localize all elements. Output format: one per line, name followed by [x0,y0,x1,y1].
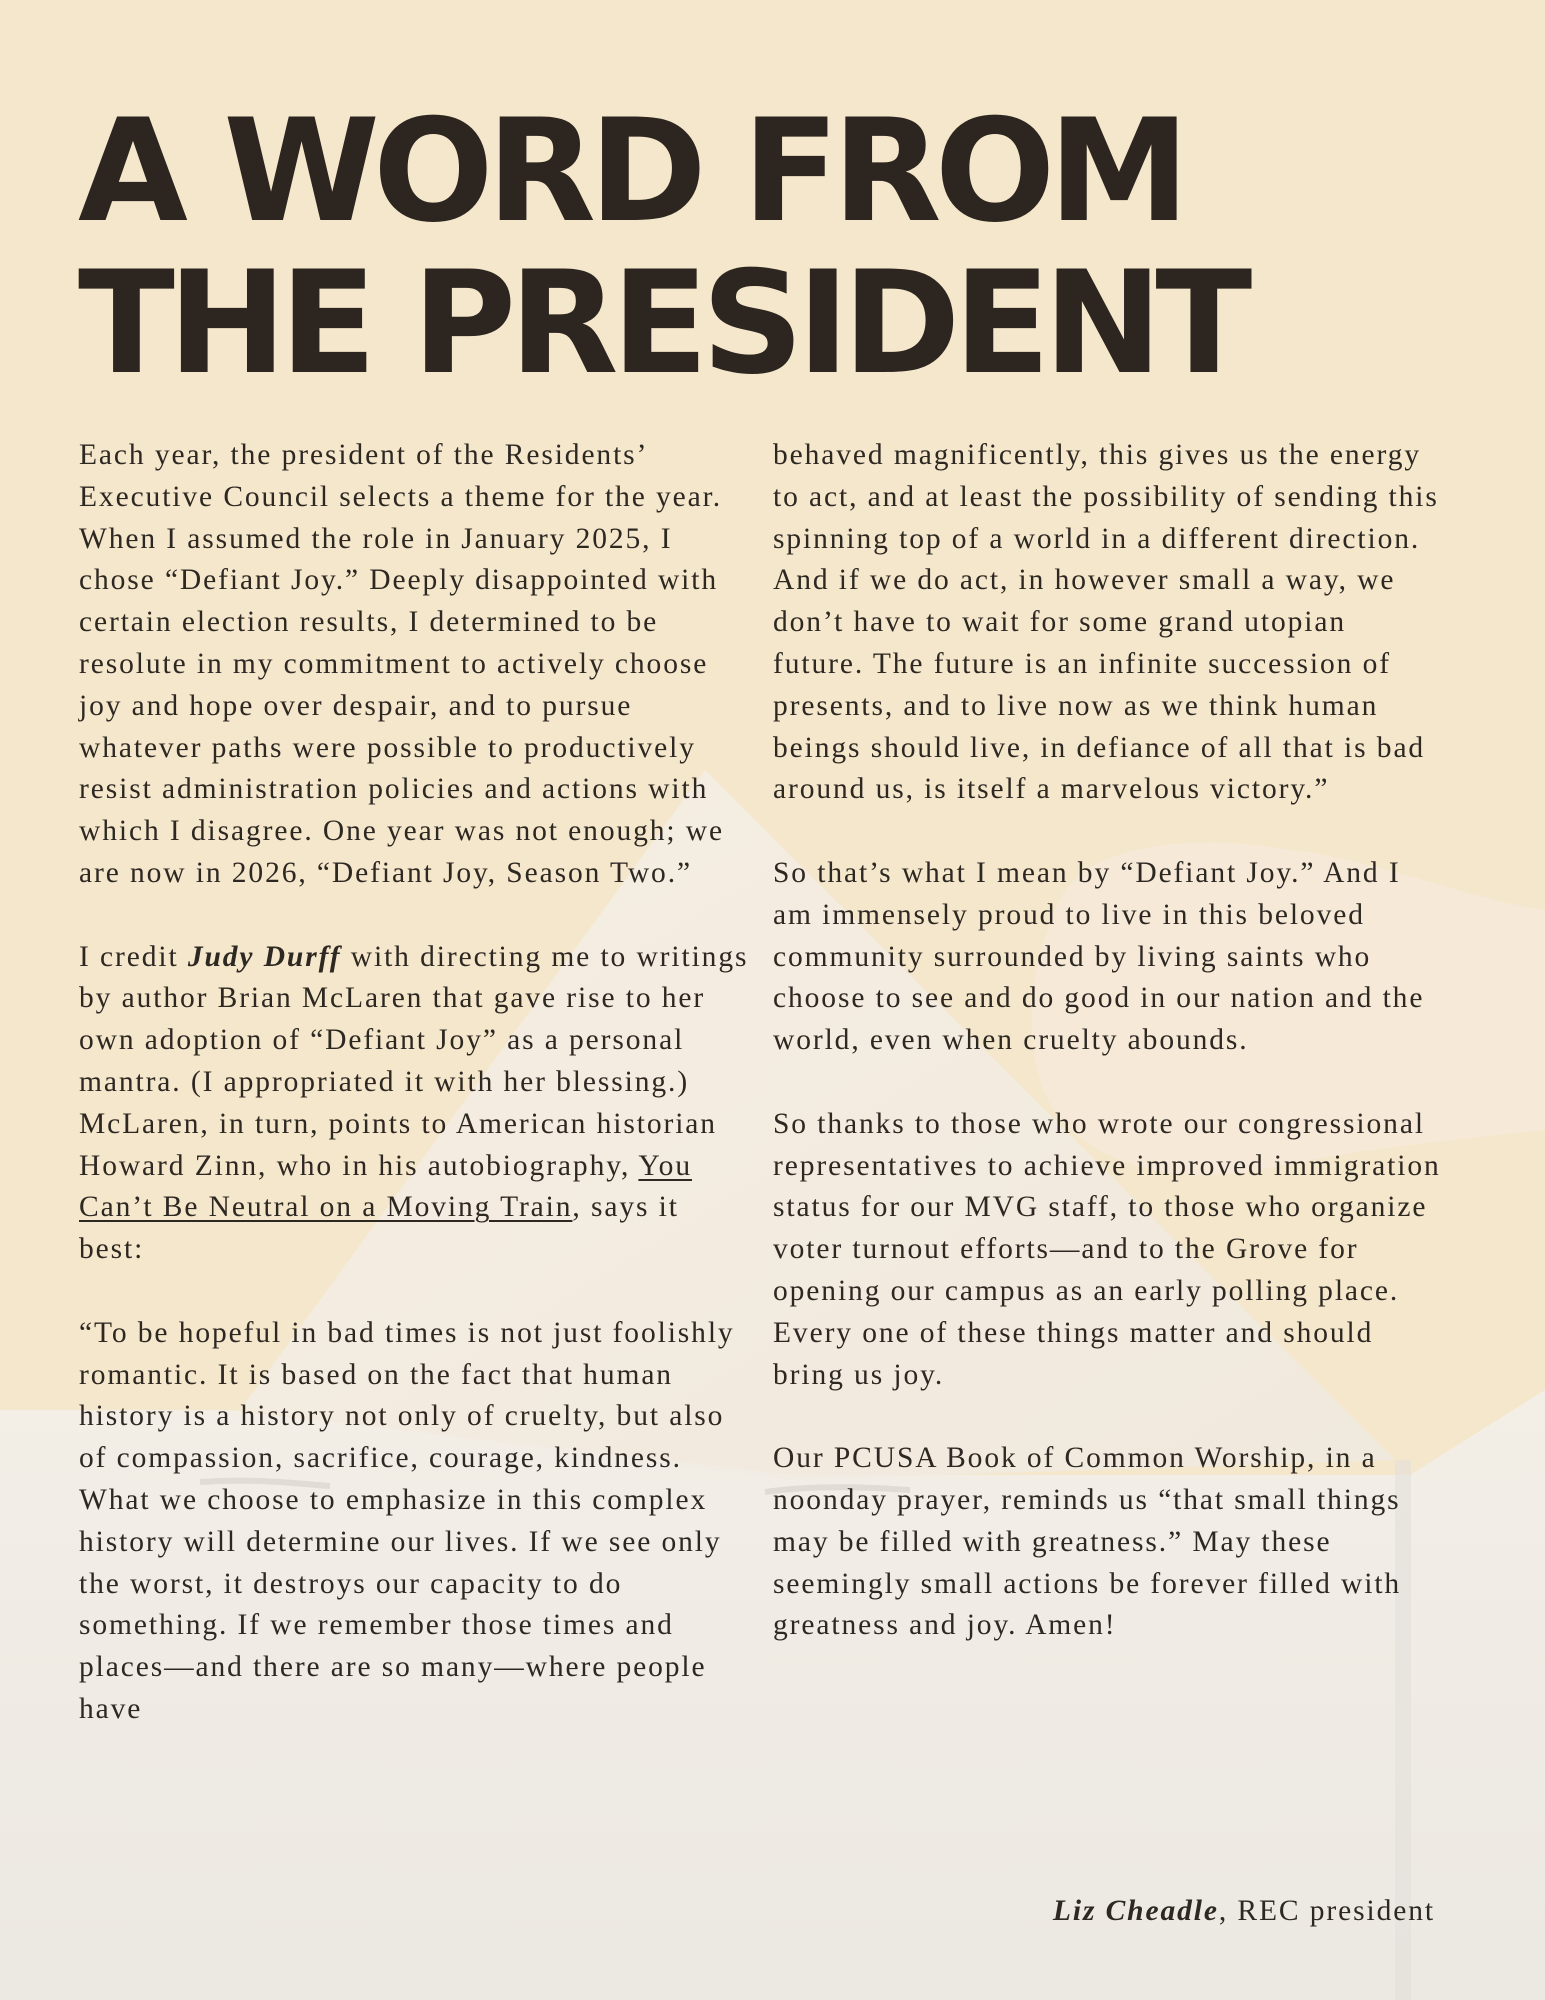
quote-part-2: behaved magnificently, this gives us the energy to act, and at least the possibility of sending this spinning top of a world in a different direction. And if we do act, in however small a way, we don’t have to wait for some grand utopian future. The future is an infinite succession of presents, and to live now as we think human beings should live, in defiance of all that is bad around us, is itself a marvelous victory.” [773,439,1439,806]
paragraph-credit [79,937,751,1271]
title-line-1: A WORD FROM [78,89,1183,254]
signature-role: , REC president [1218,1895,1435,1927]
left-column [79,435,751,1731]
credit-intro: I credit [79,940,188,973]
paragraph-prayer: Our PCUSA Book of Common Worship, in a noonday prayer, reminds us “that small things may be filled with greatness.” May these seemingly small actions be forever filled with greatness and joy. Amen! [773,1442,1402,1642]
quote-part-1: “To be hopeful in bad times is not just foolishly romantic. It is based on the fact that human history is a history not only of cruelty, but also of compassion, sacrifice, courage, kindness. What we choose to emphasize in this complex history will determine our lives. If we see only the worst, it destroys our capacity to do something. If we remember those times and places—and there are so many—where people have [79,1316,735,1725]
paragraph-theme: Each year, the president of the Residents’ Executive Council selects a theme for the year. When I assumed the role in January 2025, I chose “Defiant Joy.” Deeply disappointed with certain election results, I determined to be resolute in my commitment to actively choose joy and hope over despair, and to pursue whatever paths were possible to productively resist administration policies and actions with which I disagree. One year was not enough; we are now in 2026, “Defiant Joy, Season Two.” [79,439,724,889]
paragraph-thanks: So thanks to those who wrote our congressional representatives to achieve improved immigration status for our MVG staff, to those who organize voter turnout efforts—and to the Grove for opening our campus as an early polling place. Every one of these things matter and should bring us joy. [773,1107,1441,1391]
signature [1053,1895,1435,1928]
right-column [773,435,1445,1647]
title-line-2: THE PRESIDENT [78,241,1246,406]
credit-end: , says it best: [79,1191,679,1266]
signature-name: Liz Cheadle [1052,1895,1219,1927]
credit-body: with directing me to writings by author Brian McLaren that gave rise to her own adoption of “Defiant Joy” as a personal mantra. (I appropriated it with her blessing.) McLaren, in turn, points to American historian Howard Zinn, who in his autobiography, [79,940,749,1182]
book-title: You Can’t Be Neutral on a Moving Train [79,1149,692,1224]
credited-person-name: Judy Durff [187,940,342,973]
paragraph-meaning: So that’s what I mean by “Defiant Joy.” And I am immensely proud to live in this beloved community surrounded by living saints who choose to see and do good in our nation and the world, even when cruelty abounds. [773,856,1425,1057]
page-title [78,89,1246,406]
